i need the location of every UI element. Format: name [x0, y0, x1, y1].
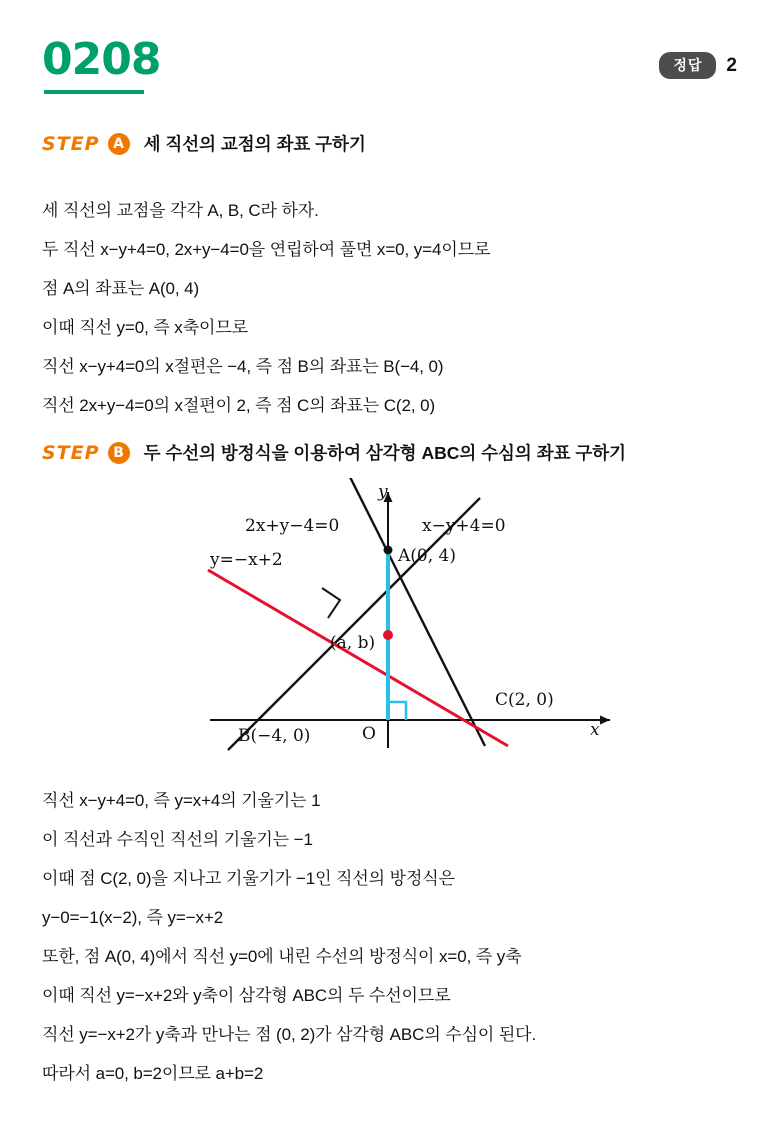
step-a-title: 세 직선의 교점의 좌표 구하기	[143, 134, 366, 154]
step-a-line-4: 이때 직선 y=0, 즉 x축이므로	[42, 318, 248, 337]
step-b-word: STEP	[42, 441, 100, 464]
label-line-y-minus-x-plus-2: y=−x+2	[210, 550, 283, 570]
figure-svg	[150, 478, 650, 768]
step-b-title: 두 수선의 방정식을 이용하여 삼각형 ABC의 수심의 좌표 구하기	[143, 443, 627, 463]
point-a	[384, 546, 393, 555]
x-axis-arrow	[600, 716, 610, 725]
step-b-line-7: 직선 y=−x+2가 y축과 만나는 점 (0, 2)가 삼각형 ABC의 수심이 된다.	[42, 1025, 537, 1044]
label-orthocenter: (a, b)	[330, 633, 376, 653]
label-point-b: B(−4, 0)	[238, 726, 311, 746]
label-point-c: C(2, 0)	[495, 690, 554, 710]
step-b-header	[42, 440, 626, 465]
label-line-x-minus-y: x−y+4=0	[422, 516, 506, 536]
step-b-line-3: 이때 점 C(2, 0)을 지나고 기울기가 −1인 직선의 방정식은	[42, 869, 455, 888]
step-a-line-5: 직선 x−y+4=0의 x절편은 −4, 즉 점 B의 좌표는 B(−4, 0)	[42, 357, 444, 376]
coordinate-figure	[150, 478, 650, 768]
step-a-line-2: 두 직선 x−y+4=0, 2x+y−4=0을 연립하여 풀면 x=0, y=4이므로	[42, 240, 491, 259]
step-b-line-5: 또한, 점 A(0, 4)에서 직선 y=0에 내린 수선의 방정식이 x=0, 즉 y축	[42, 947, 522, 966]
label-point-a: A(0, 4)	[398, 546, 456, 566]
step-a-badge: A	[108, 133, 130, 155]
right-angle-mark-red	[322, 588, 340, 618]
answer-label: 정답	[659, 52, 716, 79]
label-origin: O	[362, 724, 376, 744]
label-y-axis: y	[378, 482, 388, 502]
step-b-line-1: 직선 x−y+4=0, 즉 y=x+4의 기울기는 1	[42, 791, 321, 810]
right-angle-mark-foot	[388, 702, 406, 720]
step-b-line-2: 이 직선과 수직인 직선의 기울기는 −1	[42, 830, 313, 849]
answer-badge	[659, 52, 737, 79]
label-x-axis: x	[590, 720, 600, 740]
step-a-line-3: 점 A의 좌표는 A(0, 4)	[42, 279, 200, 298]
point-orthocenter	[383, 630, 393, 640]
step-a-line-1: 세 직선의 교점을 각각 A, B, C라 하자.	[42, 201, 319, 220]
page-header	[0, 0, 781, 112]
page-number-underline	[44, 90, 144, 94]
step-a-header	[42, 131, 366, 156]
step-b-badge: B	[108, 442, 130, 464]
step-b-line-8: 따라서 a=0, b=2이므로 a+b=2	[42, 1064, 264, 1083]
label-line-2x-plus-y: 2x+y−4=0	[245, 516, 340, 536]
step-b-line-4: y−0=−1(x−2), 즉 y=−x+2	[42, 908, 224, 927]
page-number: 0208	[42, 34, 161, 85]
step-a-line-6: 직선 2x+y−4=0의 x절편이 2, 즉 점 C의 좌표는 C(2, 0)	[42, 396, 436, 415]
step-a-word: STEP	[42, 132, 100, 155]
step-b-line-6: 이때 직선 y=−x+2와 y축이 삼각형 ABC의 두 수선이므로	[42, 986, 451, 1005]
answer-value: 2	[726, 54, 737, 76]
